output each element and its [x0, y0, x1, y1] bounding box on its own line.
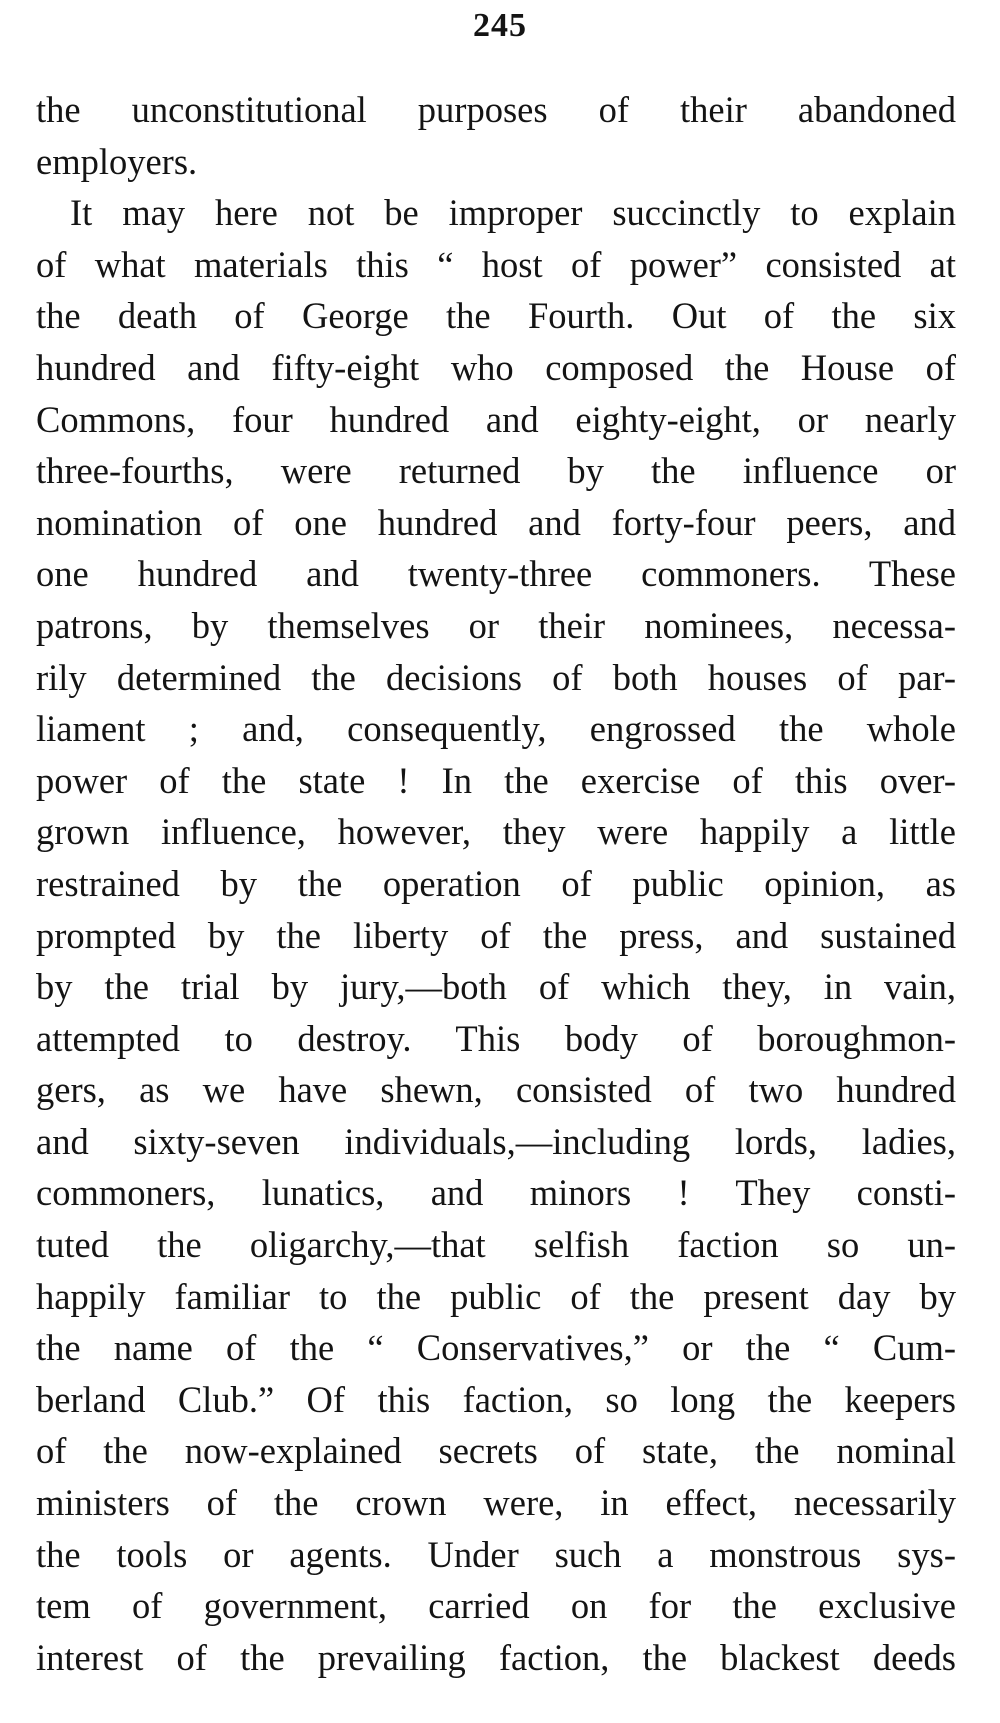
text-line: gers, as we have shewn, consisted of two hundred — [36, 1069, 956, 1111]
text-line: grown influence, however, they were happily a little — [36, 811, 956, 853]
text-line: and sixty-seven individuals,—including lords, ladies, — [36, 1120, 956, 1162]
text-line: the tools or agents. Under such a monstrous sys- — [36, 1533, 956, 1575]
text-line: tuted the oligarchy,—that selfish faction so un- — [36, 1224, 956, 1266]
page-number: 245 — [473, 7, 527, 44]
text-line: prompted by the liberty of the press, and sustained — [36, 914, 956, 956]
text-line: the name of the “ Conservatives,” or the “ Cum- — [36, 1327, 956, 1369]
text-line: one hundred and twenty-three commoners. These — [36, 553, 956, 595]
text-line: commoners, lunatics, and minors ! They consti- — [36, 1172, 956, 1214]
text-line: the death of George the Fourth. Out of the six — [36, 295, 956, 337]
text-line: Commons, four hundred and eighty-eight, or nearly — [36, 398, 956, 440]
text-line: nomination of one hundred and forty-four peers, and — [36, 501, 956, 543]
body-text — [36, 84, 956, 1683]
text-line: by the trial by jury,—both of which they, in vain, — [36, 966, 956, 1008]
text-line: restrained by the operation of public opinion, as — [36, 862, 956, 904]
text-line: rily determined the decisions of both houses of par- — [36, 656, 956, 698]
text-line: tem of government, carried on for the exclusive — [36, 1585, 956, 1627]
text-line: of the now-explained secrets of state, the nominal — [36, 1430, 956, 1472]
text-line: liament ; and, consequently, engrossed the whole — [36, 708, 956, 750]
text-line: of what materials this “ host of power” consisted at — [36, 243, 956, 285]
text-line: berland Club.” Of this faction, so long the keepers — [36, 1378, 956, 1420]
text-line: three-fourths, were returned by the influence or — [36, 450, 956, 492]
text-line: patrons, by themselves or their nominees, necessa- — [36, 604, 956, 646]
text-line: ministers of the crown were, in effect, necessarily — [36, 1482, 956, 1524]
text-line: employers. — [36, 140, 198, 182]
text-line: happily familiar to the public of the present day by — [36, 1275, 956, 1317]
text-line: hundred and fifty-eight who composed the House of — [36, 346, 956, 388]
text-line: It may here not be improper succinctly to explain — [70, 192, 956, 234]
text-line: the unconstitutional purposes of their abandoned — [36, 89, 956, 130]
text-line: power of the state ! In the exercise of this over- — [36, 759, 956, 801]
text-line: attempted to destroy. This body of boroughmon- — [36, 1017, 956, 1059]
text-line: interest of the prevailing faction, the blackest deeds — [36, 1636, 956, 1678]
